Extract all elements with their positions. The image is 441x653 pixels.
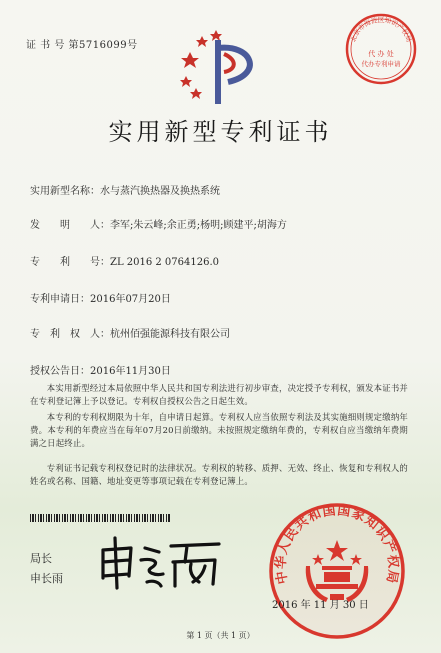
field-label: 专利申请日： [30, 294, 90, 305]
term-paragraph: 本专利的专利权期限为十年，自申请日起算。专利权人应当依照专利法及其实施细则规定缴纳年费。本专利的年费应当在每年07月20日前缴纳。未按照规定缴纳年费的，专利权自应当缴纳年费期满之日起终止。 [30, 412, 408, 448]
field-label: 发 明 人： [30, 220, 110, 231]
grant-paragraph: 本实用新型经过本局依照中华人民共和国专利法进行初步审查，决定授予专利权，颁发本证书并在专利登记簿上予以登记。专利权自授权公告之日起生效。 [30, 383, 408, 406]
agency-seal [344, 12, 418, 86]
svg-text:中华人民共和国国家知识产权局: 中华人民共和国国家知识产权局 [273, 503, 401, 586]
field-label: 授权公告日： [30, 366, 90, 377]
certificate-number: 证 书 号 第5716099号 [26, 40, 138, 51]
patent-office-logo [172, 20, 266, 110]
field-label: 专 利 权 人： [30, 329, 110, 340]
field-label: 专 利 号： [30, 257, 110, 268]
legal-status-paragraph: 专利证书记载专利权登记时的法律状况。专利权的转移、质押、无效、终止、恢复和专利权人的姓名或名称、国籍、地址变更等事项记载在专利登记簿上。 [30, 463, 408, 486]
director-signature [95, 532, 225, 592]
page-footer: 第 1 页（共 1 页） [186, 631, 255, 640]
svg-text:代 办 处: 代 办 处 [368, 50, 394, 58]
field-value: 李军;朱云峰;余正勇;杨明;顾建平;胡海方 [110, 220, 287, 231]
national-ip-office-seal [266, 500, 408, 642]
field-value: 杭州佰强能源科技有限公司 [110, 329, 230, 340]
seal-date: 2016 年 11 月 30 日 [272, 600, 369, 611]
grant-date-row [30, 362, 171, 377]
svg-text:代办专利申请: 代办专利申请 [361, 60, 401, 68]
utility-model-name-row [30, 182, 220, 197]
field-value: 2016年07月20日 [90, 294, 171, 305]
director-title: 局长 [30, 552, 52, 565]
patentee-row [30, 325, 230, 340]
field-label: 实用新型名称： [30, 186, 100, 197]
field-value: 水与蒸汽换热器及换热系统 [100, 186, 220, 197]
barcode [30, 514, 170, 522]
field-value: 2016年11月30日 [90, 366, 171, 377]
director-name: 申长雨 [30, 572, 63, 585]
patent-number-row [30, 253, 219, 268]
application-date-row [30, 290, 171, 305]
field-value: ZL 2016 2 0764126.0 [110, 257, 220, 268]
certificate-title: 实用新型专利证书 [108, 118, 333, 146]
inventors-row [30, 216, 287, 231]
svg-text:北京市海淀区知识产权局: 北京市海淀区知识产权局 [348, 16, 414, 44]
